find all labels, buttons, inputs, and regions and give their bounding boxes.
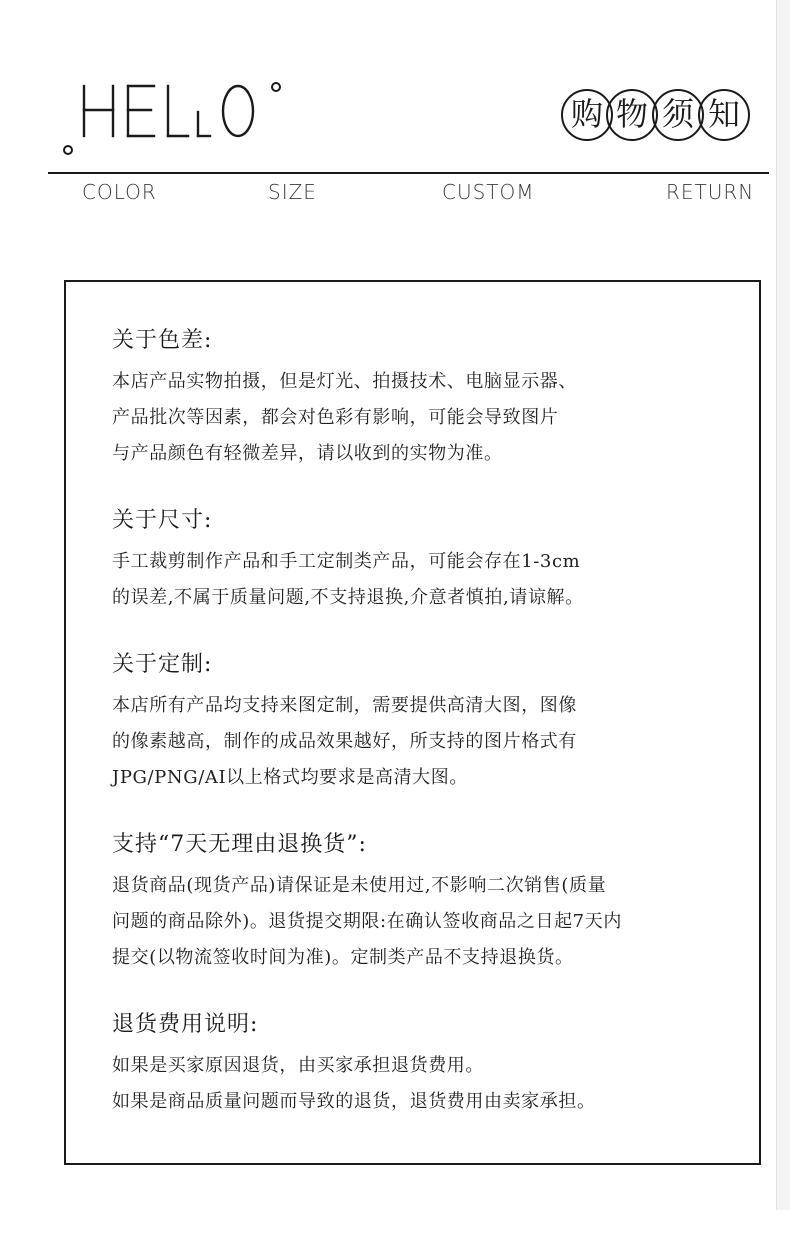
section-heading: 关于定制: [112, 652, 213, 677]
section-text-line: 退货商品(现货产品)请保证是未使用过,不影响二次销售(质量 [112, 875, 607, 896]
section-heading: 关于尺寸: [112, 508, 213, 533]
section-returns [112, 830, 732, 976]
section-text-line: 如果是商品质量问题而导致的退货，退货费用由卖家承担。 [112, 1091, 596, 1112]
title-char: 购 [570, 95, 603, 133]
nav-label-return: RETURN [666, 180, 755, 204]
section-text-line: 手工裁剪制作产品和手工定制类产品，可能会存在1-3cm [112, 551, 581, 572]
hello-logo [58, 76, 298, 166]
hello-logo-graphic [58, 76, 298, 166]
section-text-line: 问题的商品除外)。退货提交期限:在确认签收商品之日起7天内 [112, 911, 622, 932]
notice-box [64, 280, 761, 1165]
nav-label-color: COLOR [82, 180, 157, 204]
section-text-line: 的像素越高，制作的成品效果越好，所支持的图片格式有 [112, 731, 577, 752]
title-char: 须 [661, 95, 694, 133]
section-heading: 退货费用说明: [112, 1012, 259, 1037]
nav-label-custom: CUSTOM [442, 180, 535, 204]
section-text-line: 本店所有产品均支持来图定制，需要提供高清大图，图像 [112, 695, 577, 716]
section-text-line: 本店产品实物拍摄，但是灯光、拍摄技术、电脑显示器、 [112, 371, 577, 392]
page-title-seal [561, 86, 753, 144]
title-char: 知 [707, 95, 740, 133]
section-text-line: 产品批次等因素，都会对色彩有影响，可能会导致图片 [112, 407, 559, 428]
section-text-line: 如果是买家原因退货，由买家承担退货费用。 [112, 1055, 484, 1076]
section-text-line: JPG/PNG/AI以上格式均要求是高清大图。 [112, 767, 468, 788]
section-size [112, 506, 732, 616]
section-custom [112, 650, 732, 796]
section-return-fees [112, 1010, 732, 1120]
section-text-line: 与产品颜色有轻微差异，请以收到的实物为准。 [112, 443, 503, 464]
title-char: 物 [615, 95, 648, 133]
scrollbar-track[interactable] [776, 0, 790, 1210]
section-heading: 支持“7天无理由退换货”: [112, 832, 367, 857]
nav-label-size: SIZE [268, 180, 317, 204]
section-text-line: 提交(以物流签收时间为准)。定制类产品不支持退换货。 [112, 947, 574, 968]
section-heading: 关于色差: [112, 328, 213, 353]
header-divider [48, 172, 769, 174]
section-text-line: 的误差,不属于质量问题,不支持退换,介意者慎拍,请谅解。 [112, 587, 584, 608]
section-color [112, 326, 732, 472]
